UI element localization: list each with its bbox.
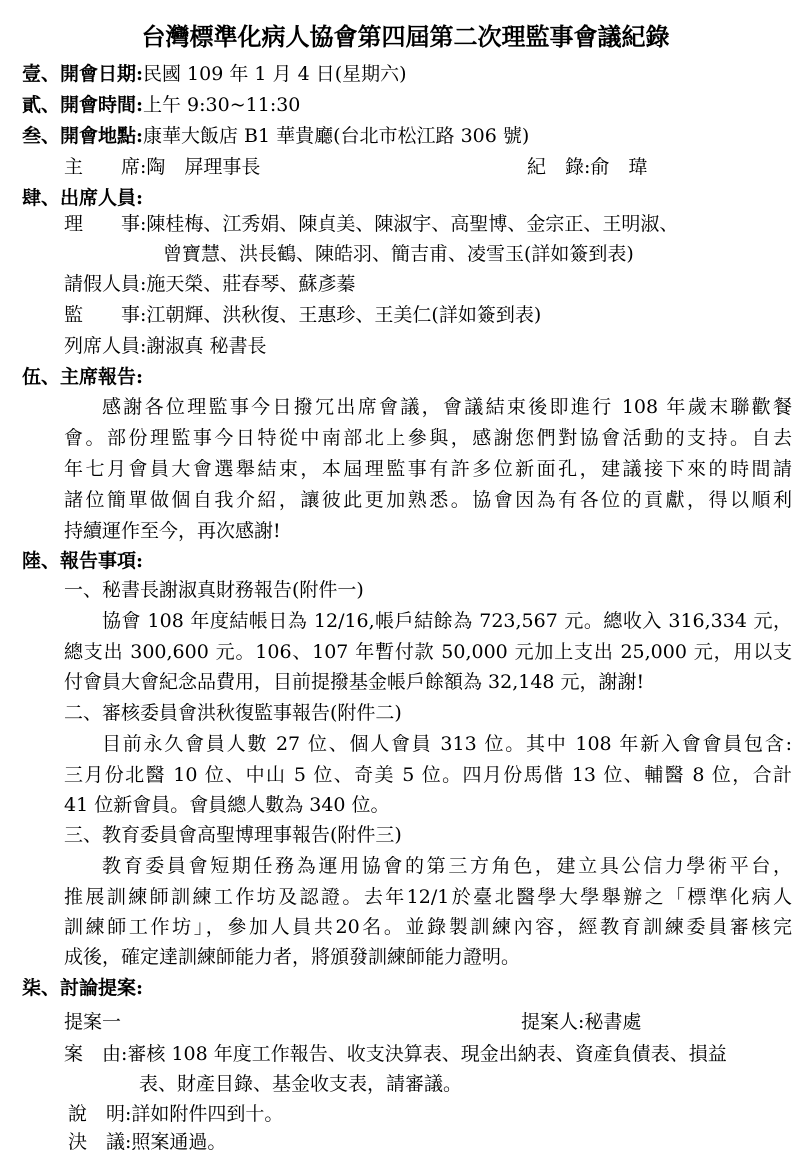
report-line: 目前永久會員人數 27 位、個人會員 313 位。其中 108 年新入會會員包含: xyxy=(102,733,792,755)
explanation-line xyxy=(68,1102,283,1126)
report-item-title: 三、教育委員會高聖博理事報告(附件三) xyxy=(64,824,402,846)
report-line: 訓練師工作坊」，參加人員共20名。並錄製訓練內容，經教育訓練委員審核完 xyxy=(64,916,792,938)
page-title: 台灣標準化病人協會第四屆第二次理監事會議紀錄 xyxy=(141,22,670,51)
chair-line xyxy=(64,155,260,179)
directors-line-1 xyxy=(64,212,678,236)
meeting-date-value: 民國 109 年 1 月 4 日(星期六) xyxy=(143,63,407,85)
chair-report-line: 年七月會員大會選舉結束，本屆理監事有許多位新面孔，建議接下來的時間請 xyxy=(64,458,792,480)
leave-line xyxy=(64,272,355,296)
reason-line-1 xyxy=(64,1042,727,1066)
reports-heading: 陸、報告事項: xyxy=(22,550,144,572)
discussion-heading: 柒、討論提案: xyxy=(22,977,144,999)
resolution-line xyxy=(68,1130,226,1154)
proposer: 提案人:秘書處 xyxy=(521,1011,642,1033)
reason-label: 案 由: xyxy=(64,1043,128,1065)
attendance-heading: 肆、出席人員: xyxy=(22,187,144,209)
observers-line xyxy=(64,334,266,358)
meeting-time-value: 上午 9:30~11:30 xyxy=(143,94,301,116)
meeting-place xyxy=(22,124,529,148)
directors-list-1: 陳桂梅、江秀娟、陳貞美、陳淑宇、高聖博、金宗正、王明淑、 xyxy=(146,213,679,235)
report-line: 總支出 300,600 元。106、107 年暫付款 50,000 元加上支出 25,000 元，用以支 xyxy=(64,641,792,663)
report-line: 成後，確定達訓練師能力者，將頒發訓練師能力證明。 xyxy=(64,946,521,968)
report-item-title: 二、審核委員會洪秋復監事報告(附件二) xyxy=(64,702,402,724)
meeting-time-label: 貳、開會時間: xyxy=(22,94,144,116)
proposal-number: 提案一 xyxy=(64,1011,122,1033)
chair-value: 陶 屏理事長 xyxy=(146,156,261,178)
recorder-label: 紀 錄: xyxy=(527,156,591,178)
explanation-label: 說 明: xyxy=(68,1103,132,1125)
supervisors-line xyxy=(64,303,541,327)
report-item-title: 一、秘書長謝淑真財務報告(附件一) xyxy=(64,579,364,601)
leave-value: 施天榮、莊春琴、蘇彥蓁 xyxy=(146,273,356,295)
report-line: 教育委員會短期任務為運用協會的第三方角色，建立具公信力學術平台， xyxy=(102,855,792,877)
chair-report-line: 諸位簡單做個自我介紹，讓彼此更加熟悉。協會因為有各位的貢獻，得以順利 xyxy=(64,489,792,511)
directors-label: 理 事: xyxy=(64,213,147,235)
report-line: 協會 108 年度結帳日為 12/16,帳戶結餘為 723,567 元。總收入 316,334 元， xyxy=(102,610,792,632)
reason-value-1: 審核 108 年度工作報告、收支決算表、現金出納表、資產負債表、損益 xyxy=(127,1043,727,1065)
observers-value: 謝淑真 秘書長 xyxy=(146,335,267,357)
report-line: 付會員大會紀念品費用，目前提撥基金帳戶餘額為 32,148 元，謝謝! xyxy=(64,671,645,693)
report-line: 推展訓練師訓練工作坊及認證。去年12/1於臺北醫學大學舉辦之「標準化病人 xyxy=(64,886,792,908)
chair-report-line: 感謝各位理監事今日撥冗出席會議，會議結束後即進行 108 年歲末聯歡餐 xyxy=(102,396,792,418)
observers-label: 列席人員: xyxy=(64,335,147,357)
meeting-place-label: 叁、開會地點: xyxy=(22,125,144,147)
chair-report-line: 會。部份理監事今日特從中南部北上參與，感謝您們對協會活動的支持。自去 xyxy=(64,427,792,449)
explanation-value: 詳如附件四到十。 xyxy=(131,1103,284,1125)
meeting-date-label: 壹、開會日期: xyxy=(22,63,144,85)
directors-list-2: 曾寶慧、洪長鶴、陳皓羽、簡吉甫、凌雪玉(詳如簽到表) xyxy=(163,243,634,265)
meeting-time xyxy=(22,93,300,117)
report-line: 三月份北醫 10 位、中山 5 位、奇美 5 位。四月份馬偕 13 位、輔醫 8 位，合計 xyxy=(64,764,792,786)
chair-label: 主 席: xyxy=(64,156,147,178)
supervisors-label: 監 事: xyxy=(64,304,147,326)
chair-report-line: 持續運作至今，再次感謝! xyxy=(64,520,281,542)
recorder-value: 俞 瑋 xyxy=(590,156,648,178)
recorder-line xyxy=(527,155,647,179)
meeting-date xyxy=(22,62,407,86)
report-line: 41 位新會員。會員總人數為 340 位。 xyxy=(64,794,390,816)
resolution-label: 決 議: xyxy=(68,1131,132,1153)
supervisors-value: 江朝輝、洪秋復、王惠珍、王美仁(詳如簽到表) xyxy=(146,304,542,326)
meeting-place-value: 康華大飯店 B1 華貴廳(台北市松江路 306 號) xyxy=(143,125,530,147)
chair-report-heading: 伍、主席報告: xyxy=(22,366,144,388)
resolution-value: 照案通過。 xyxy=(131,1131,227,1153)
reason-value-2: 表、財產目錄、基金收支表，請審議。 xyxy=(139,1073,463,1095)
leave-label: 請假人員: xyxy=(64,273,147,295)
